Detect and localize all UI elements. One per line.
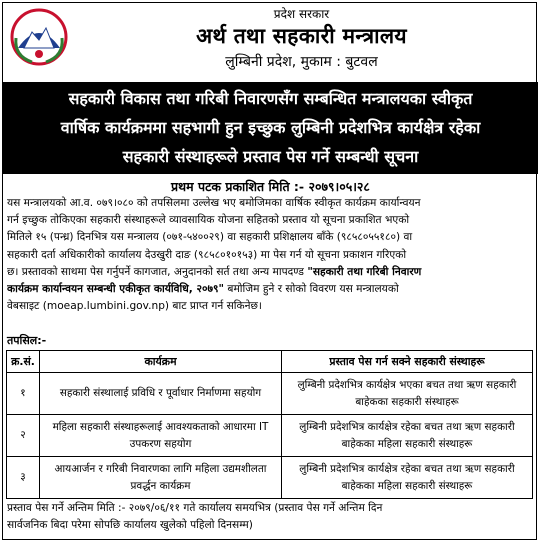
deadline-line: सार्वजनिक बिदा परेमा सोपछि कार्यालय खुलेको पहिलो दिनसम्म) — [7, 519, 253, 531]
column-header-serial: क्र.सं. — [7, 351, 40, 373]
row-serial: २ — [7, 415, 40, 457]
body-line — [7, 281, 534, 298]
provincial-government-label: प्रदेश सरकार — [273, 7, 330, 21]
notice-title-banner — [3, 82, 538, 174]
procedure-name: "सहकारी तथा गरिबी निवारण — [307, 265, 422, 278]
government-emblem-icon — [10, 8, 68, 66]
banner-line-1: सहकारी विकास तथा गरिबी निवारणसँग सम्बन्धित मन्त्रालयका स्वीकृत — [68, 89, 473, 108]
banner-line-2: वार्षिक कार्यक्रममा सहभागी हुन इच्छुक लुम्बिनी प्रदेशभित्र कार्यक्षेत्र रहेका — [60, 118, 481, 137]
table-row — [7, 457, 533, 499]
column-header-eligible: प्रस्ताव पेस गर्न सक्ने सहकारी संस्थाहरू — [282, 351, 533, 373]
details-label: तपसिल:- — [7, 334, 47, 347]
body-text: छ। प्रस्तावको साथमा पेस गर्नुपर्ने कागजात, अनुदानको सर्त तथा अन्य मापदण्ड — [7, 265, 308, 278]
row-eligible: लुम्बिनी प्रदेशभित्र कार्यक्षेत्र रहेका बचत तथा ऋण सहकारी बाहेकका महिला सहकारी संस्थाहरू — [282, 415, 533, 457]
table-header-row — [7, 351, 533, 373]
body-line: वेबसाइट (moeap.lumbini.gov.np) बाट प्राप्त गर्न सकिनेछ। — [7, 300, 262, 313]
published-date: प्रथम पटक प्रकाशित मिति :- २०७९।०५।२८ — [171, 179, 370, 194]
body-line: सहकारी दर्ता अधिकारीको कार्यालय देउखुरी दाङ (९८५८०१०१५३) मा पेस गर्न यो सूचना प्रकाशन गरिएको — [7, 248, 407, 261]
deadline-line: प्रस्ताव पेस गर्ने अन्तिम मिति :- २०७९/०६/११ गते कार्यालय समयभित्र (प्रस्ताव पेस गर्ने अन्तिम दिन — [7, 502, 383, 514]
banner-line-3: सहकारी संस्थाहरूले प्रस्ताव पेस गर्ने सम्बन्धी सूचना — [122, 147, 419, 166]
body-line: मितिले १५ (पन्ध्र) दिनभित्र यस मन्त्रालय (०७१-५४००२९) वा सहकारी प्रशिक्षालय बाँके (९८५८०५५१८०) वा — [7, 231, 413, 244]
row-serial: ३ — [7, 457, 40, 499]
table-row — [7, 373, 533, 415]
procedure-name: कार्यक्रम कार्यान्वयन सम्बन्धी एकीकृत कार्यविधि, २०७९" — [7, 283, 225, 296]
column-header-program: कार्यक्रम — [40, 351, 282, 373]
notice-body — [7, 195, 534, 315]
body-line — [7, 264, 534, 281]
body-line: गर्न इच्छुक तोकिएका सहकारी संस्थाहरूले व्यावसायिक योजना सहितको प्रस्ताव यो सूचना प्रकाशित भएको — [7, 214, 410, 227]
body-text: बमोजिम हुने र सोको विवरण यस मन्त्रालयको — [224, 283, 399, 296]
row-program: आयआर्जन र गरिबी निवारणका लागि महिला उद्यमशीलता प्रवर्द्धन कार्यक्रम — [40, 457, 282, 499]
row-program: सहकारी संस्थालाई प्रविधि र पूर्वाधार निर्माणमा सहयोग — [40, 373, 282, 415]
deadline-note — [7, 500, 534, 534]
body-line: यस मन्त्रालयको आ.व. ०७९।०८० को तपसिलमा उल्लेख भए बमोजिमका वार्षिक स्वीकृत कार्यक्रम कार्यान्वयन — [7, 197, 421, 209]
program-table — [6, 350, 533, 499]
row-eligible: लुम्बिनी प्रदेशभित्र कार्यक्षेत्र रहेका बचत तथा ऋण सहकारी बाहेकका महिला सहकारी संस्थाहरू — [282, 457, 533, 499]
row-serial: १ — [7, 373, 40, 415]
location-line: लुम्बिनी प्रदेश, मुकाम : बुटवल — [225, 54, 378, 70]
row-eligible: लुम्बिनी प्रदेशभित्र कार्यक्षेत्र भएका बचत तथा ऋण सहकारी बाहेकका सहकारी संस्थाहरू — [282, 373, 533, 415]
ministry-title: अर्थ तथा सहकारी मन्त्रालय — [196, 24, 407, 48]
row-program: महिला सहकारी संस्थाहरूलाई आवश्यकताको आधारमा IT उपकरण सहयोग — [40, 415, 282, 457]
table-row — [7, 415, 533, 457]
